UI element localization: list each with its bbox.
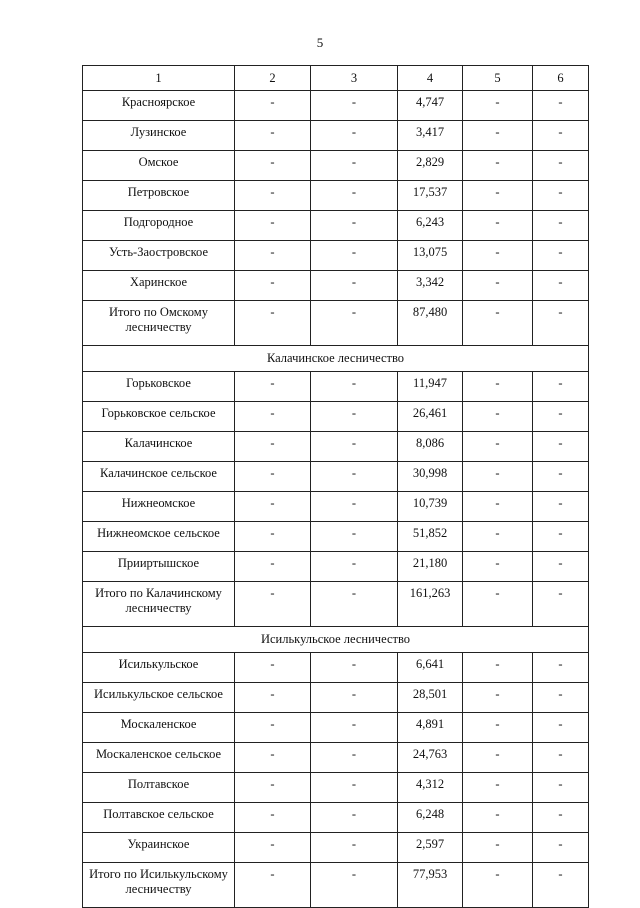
forestry-name-cell: Нижнеомское [83,492,235,522]
header-cell: 2 [235,66,311,91]
dash-cell: - [533,121,589,151]
table-row [83,743,589,773]
dash-cell: - [533,91,589,121]
forestry-name-cell: Омское [83,151,235,181]
dash-cell: - [311,713,398,743]
dash-cell: - [311,833,398,863]
dash-cell: - [235,181,311,211]
total-row [83,301,589,346]
forestry-name-cell: Калачинское [83,432,235,462]
value-cell: 6,248 [398,803,463,833]
dash-cell: - [235,402,311,432]
table-row [83,803,589,833]
dash-cell: - [311,803,398,833]
section-title: Калачинское лесничество [83,346,589,372]
section-header-row [83,346,589,372]
dash-cell: - [463,151,533,181]
dash-cell: - [311,91,398,121]
header-cell: 5 [463,66,533,91]
dash-cell: - [463,402,533,432]
section-header-row [83,627,589,653]
dash-cell: - [533,582,589,627]
table-row [83,773,589,803]
forestry-name-cell: Исилькульское сельское [83,683,235,713]
dash-cell: - [235,241,311,271]
table-row [83,432,589,462]
table-row [83,683,589,713]
total-row [83,582,589,627]
dash-cell: - [463,552,533,582]
value-cell: 17,537 [398,181,463,211]
value-cell: 3,417 [398,121,463,151]
value-cell: 21,180 [398,552,463,582]
dash-cell: - [311,241,398,271]
table-row [83,121,589,151]
dash-cell: - [463,522,533,552]
dash-cell: - [235,773,311,803]
dash-cell: - [533,301,589,346]
table-row [83,552,589,582]
value-cell: 3,342 [398,271,463,301]
dash-cell: - [235,743,311,773]
dash-cell: - [235,372,311,402]
table-row [83,522,589,552]
page-number: 5 [316,35,324,50]
total-row [83,863,589,908]
forestry-name-cell: Лузинское [83,121,235,151]
dash-cell: - [235,803,311,833]
dash-cell: - [235,462,311,492]
dash-cell: - [533,552,589,582]
dash-cell: - [235,863,311,908]
forestry-name-cell: Москаленское сельское [83,743,235,773]
dash-cell: - [533,713,589,743]
dash-cell: - [463,181,533,211]
value-cell: 4,747 [398,91,463,121]
table-row [83,402,589,432]
table-body [83,91,589,908]
value-cell: 51,852 [398,522,463,552]
dash-cell: - [235,833,311,863]
value-cell: 87,480 [398,301,463,346]
forestry-name-cell: Усть-Заостровское [83,241,235,271]
dash-cell: - [311,653,398,683]
dash-cell: - [235,582,311,627]
forestry-name-cell: Калачинское сельское [83,462,235,492]
dash-cell: - [533,522,589,552]
dash-cell: - [463,833,533,863]
dash-cell: - [311,121,398,151]
value-cell: 77,953 [398,863,463,908]
header-cell: 4 [398,66,463,91]
dash-cell: - [235,301,311,346]
value-cell: 13,075 [398,241,463,271]
header-cell: 1 [83,66,235,91]
dash-cell: - [311,552,398,582]
table-row [83,653,589,683]
dash-cell: - [463,492,533,522]
dash-cell: - [533,271,589,301]
dash-cell: - [311,271,398,301]
table-row [83,372,589,402]
dash-cell: - [235,91,311,121]
dash-cell: - [463,211,533,241]
dash-cell: - [235,121,311,151]
forestry-name-cell: Прииртышское [83,552,235,582]
table-row [83,271,589,301]
forestry-name-cell: Петровское [83,181,235,211]
dash-cell: - [235,683,311,713]
dash-cell: - [235,552,311,582]
forestry-name-cell: Полтавское [83,773,235,803]
table-row [83,181,589,211]
value-cell: 26,461 [398,402,463,432]
table-row [83,211,589,241]
dash-cell: - [463,432,533,462]
value-cell: 6,641 [398,653,463,683]
section-title: Исилькульское лесничество [83,627,589,653]
dash-cell: - [463,773,533,803]
dash-cell: - [533,372,589,402]
dash-cell: - [311,863,398,908]
forestry-name-cell: Итого по Калачинскому лесничеству [83,582,235,627]
dash-cell: - [463,241,533,271]
dash-cell: - [463,121,533,151]
value-cell: 2,829 [398,151,463,181]
dash-cell: - [463,91,533,121]
dash-cell: - [311,402,398,432]
forestry-name-cell: Нижнеомское сельское [83,522,235,552]
dash-cell: - [533,241,589,271]
dash-cell: - [463,653,533,683]
table-row [83,91,589,121]
dash-cell: - [533,181,589,211]
dash-cell: - [311,683,398,713]
dash-cell: - [463,713,533,743]
dash-cell: - [311,301,398,346]
value-cell: 10,739 [398,492,463,522]
dash-cell: - [235,492,311,522]
header-cell: 6 [533,66,589,91]
forestry-name-cell: Красноярское [83,91,235,121]
dash-cell: - [533,743,589,773]
dash-cell: - [311,773,398,803]
dash-cell: - [311,743,398,773]
dash-cell: - [235,151,311,181]
table-row [83,833,589,863]
dash-cell: - [533,151,589,181]
dash-cell: - [463,462,533,492]
dash-cell: - [533,653,589,683]
forestry-name-cell: Горьковское сельское [83,402,235,432]
table-header-row [83,66,589,91]
dash-cell: - [235,713,311,743]
table-row [83,713,589,743]
dash-cell: - [533,833,589,863]
dash-cell: - [533,773,589,803]
dash-cell: - [463,372,533,402]
header-cell: 3 [311,66,398,91]
value-cell: 6,243 [398,211,463,241]
dash-cell: - [235,271,311,301]
dash-cell: - [311,432,398,462]
dash-cell: - [311,522,398,552]
forestry-name-cell: Исилькульское [83,653,235,683]
dash-cell: - [311,211,398,241]
dash-cell: - [533,492,589,522]
forestry-name-cell: Горьковское [83,372,235,402]
dash-cell: - [463,582,533,627]
dash-cell: - [533,683,589,713]
forestry-name-cell: Москаленское [83,713,235,743]
value-cell: 2,597 [398,833,463,863]
value-cell: 4,891 [398,713,463,743]
value-cell: 11,947 [398,372,463,402]
forestry-table [82,65,589,908]
forestry-name-cell: Подгородное [83,211,235,241]
dash-cell: - [533,863,589,908]
dash-cell: - [311,151,398,181]
table-row [83,151,589,181]
dash-cell: - [311,582,398,627]
value-cell: 161,263 [398,582,463,627]
dash-cell: - [533,432,589,462]
dash-cell: - [533,803,589,833]
forestry-name-cell: Итого по Исилькульскому лесничеству [83,863,235,908]
dash-cell: - [311,462,398,492]
dash-cell: - [311,492,398,522]
value-cell: 8,086 [398,432,463,462]
dash-cell: - [533,462,589,492]
dash-cell: - [311,372,398,402]
table-row [83,462,589,492]
table-row [83,492,589,522]
dash-cell: - [463,743,533,773]
dash-cell: - [463,683,533,713]
dash-cell: - [235,653,311,683]
forestry-name-cell: Харинское [83,271,235,301]
dash-cell: - [533,402,589,432]
dash-cell: - [311,181,398,211]
value-cell: 24,763 [398,743,463,773]
dash-cell: - [235,211,311,241]
dash-cell: - [235,432,311,462]
dash-cell: - [235,522,311,552]
value-cell: 28,501 [398,683,463,713]
dash-cell: - [463,803,533,833]
dash-cell: - [463,863,533,908]
dash-cell: - [463,271,533,301]
value-cell: 30,998 [398,462,463,492]
value-cell: 4,312 [398,773,463,803]
dash-cell: - [533,211,589,241]
forestry-name-cell: Итого по Омскому лесничеству [83,301,235,346]
table-row [83,241,589,271]
dash-cell: - [463,301,533,346]
forestry-name-cell: Украинское [83,833,235,863]
forestry-name-cell: Полтавское сельское [83,803,235,833]
